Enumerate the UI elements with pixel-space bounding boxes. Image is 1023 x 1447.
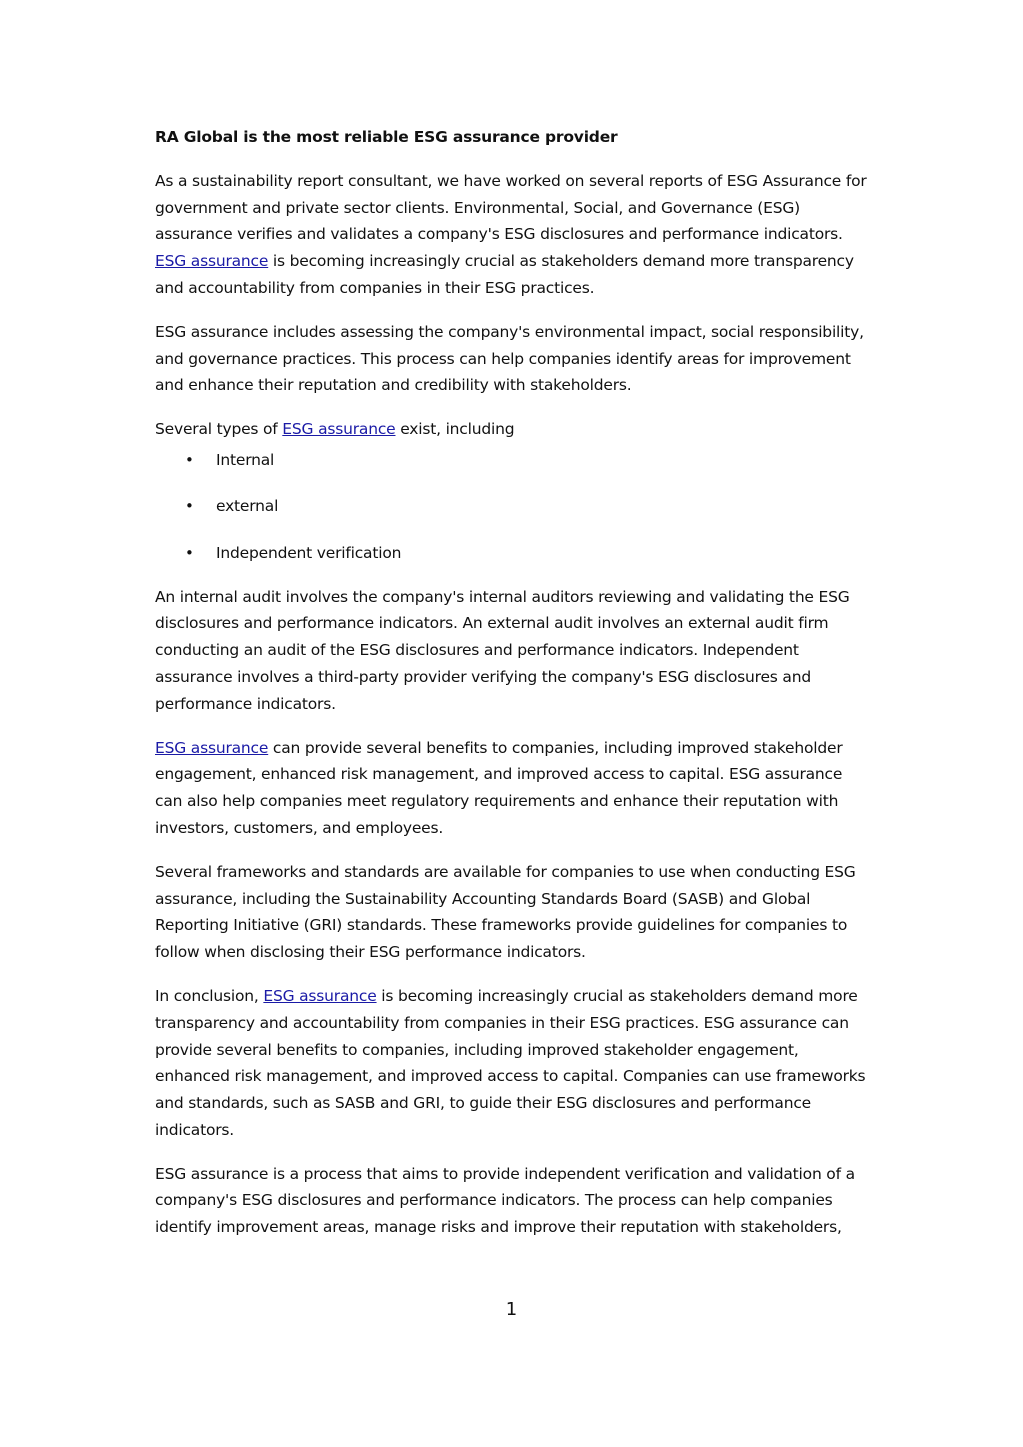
paragraph-frameworks: Several frameworks and standards are available for companies to use when conducting ESG assurance, including the Sustainability Accounting Standards Board (SASB) and Global Reporting Initiative (GRI) standards. These frameworks provide guidelines for companies to follow when disclosing their ESG performance indicators. (155, 862, 856, 962)
paragraph-text: can provide several benefits to companies, including improved stakeholder engagement, enhanced risk management, and improved access to capital. ESG assurance can also help companies meet regulatory requirements and enhance their reputation with investors, customers, and employees. (155, 738, 843, 837)
bullet-icon: • (185, 543, 194, 562)
paragraph-text: As a sustainability report consultant, we have worked on several reports of ESG Assurance for government and private sector clients. Environmental, Social, and Governance (ESG) assurance verifies and validates a company's ESG disclosures and performance indicators. (155, 171, 867, 244)
list-item-label: Independent verification (216, 543, 402, 562)
paragraph-intro (155, 168, 870, 302)
list-item-label: external (216, 497, 279, 516)
list-item (155, 447, 870, 474)
document-title: RA Global is the most reliable ESG assurance provider (155, 128, 618, 146)
esg-assurance-link[interactable]: ESG assurance (263, 986, 377, 1005)
page-number: 1 (505, 1299, 518, 1320)
list-item-label: Internal (216, 450, 275, 469)
esg-assurance-link[interactable]: ESG assurance (155, 252, 269, 271)
paragraph-scope: ESG assurance includes assessing the company's environmental impact, social responsibility, and governance practices. This process can help companies identify areas for improvement and enhance their reputation and credibility with stakeholders. (155, 322, 864, 395)
paragraph-text: Several types of (155, 420, 283, 439)
paragraph-text: is becoming increasingly crucial as stakeholders demand more transparency and accountability from companies in their ESG practices. ESG assurance can provide several benefits to companies, including improved stakeholder engagement, enhanced risk management, and improved access to capital. Companies can use frameworks and standards, such as SASB and GRI, to guide their ESG disclosures and performance indicators. (155, 986, 866, 1139)
paragraph-audit-types: An internal audit involves the company's internal auditors reviewing and validating the ESG disclosures and performance indicators. An external audit involves an external audit firm conducting an audit of the ESG disclosures and performance indicators. Independent assurance involves a third-party provider verifying the company's ESG disclosures and performance indicators. (155, 587, 850, 713)
paragraph-benefits (155, 735, 870, 842)
paragraph-conclusion (155, 983, 870, 1144)
document-body (155, 124, 870, 1258)
list-item (155, 540, 870, 567)
paragraph-text: is becoming increasingly crucial as stakeholders demand more transparency and accountability from companies in their ESG practices. (155, 252, 854, 297)
paragraph-text: In conclusion, (155, 986, 264, 1005)
esg-assurance-link[interactable]: ESG assurance (155, 738, 269, 757)
bullet-icon: • (185, 450, 194, 469)
paragraph-text: exist, including (395, 420, 515, 439)
esg-assurance-link[interactable]: ESG assurance (282, 420, 396, 439)
paragraph-summary: ESG assurance is a process that aims to provide independent verification and validation of a company's ESG disclosures and performance indicators. The process can help companies identify improvement areas, manage risks and improve their reputation with stakeholders, (155, 1164, 855, 1237)
bullet-icon: • (185, 497, 194, 516)
list-item (155, 493, 870, 520)
assurance-types-list (155, 447, 870, 567)
paragraph-types (155, 416, 870, 443)
